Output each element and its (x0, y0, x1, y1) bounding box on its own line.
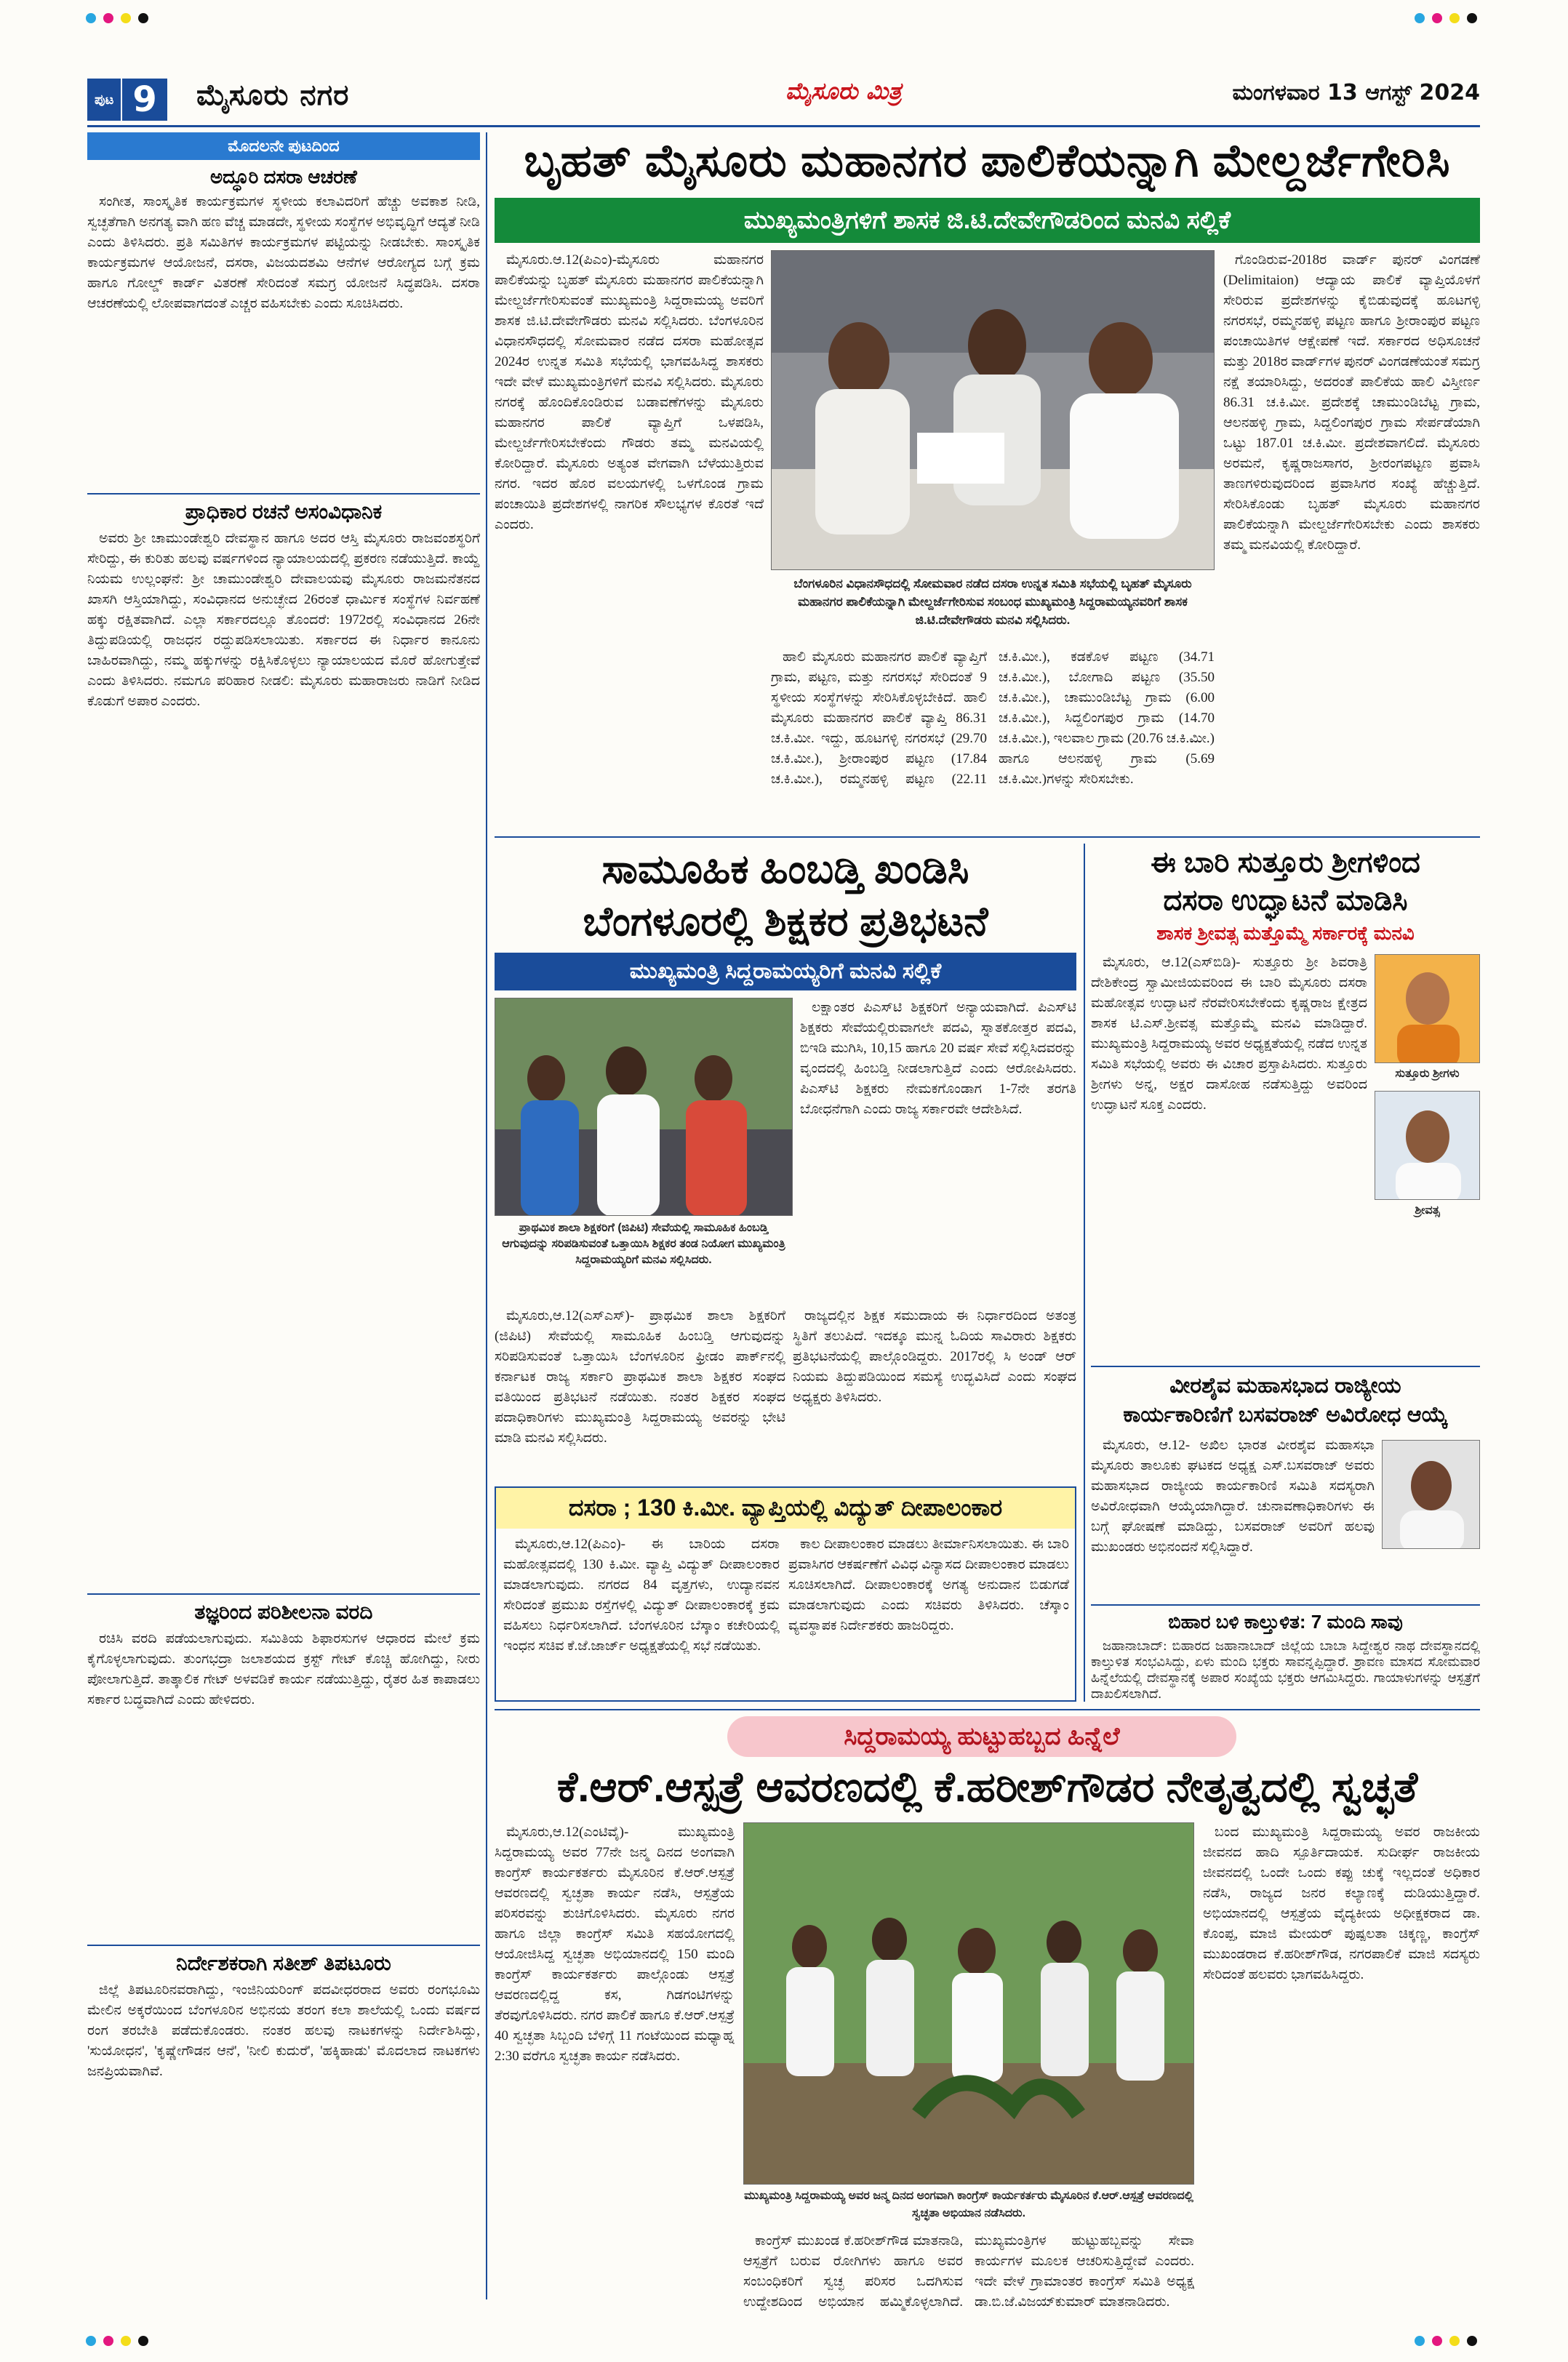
lead-photo (771, 250, 1215, 570)
story-body-authority: ಅವರು ಶ್ರೀ ಚಾಮುಂಡೇಶ್ವರಿ ದೇವಸ್ಥಾನ ಹಾಗೂ ಅದರ ಆಸ್ತಿ ಮೈಸೂರು ರಾಜವಂಶಸ್ಥರಿಗೆ ಸೇರಿದ್ದು, ಈ ಕುರಿತು ಹಲವು ವರ್ಷಗಳಿಂದ ನ್ಯಾಯಾಲಯದಲ್ಲಿ ಪ್ರಕರಣ ನಡೆಯುತ್ತಿದೆ. ಕಾಯ್ದೆ ನಿಯಮ ಉಲ್ಲಂಘನೆ: ಶ್ರೀ ಚಾಮುಂಡೇಶ್ವರಿ ದೇವಾಲಯವು ಮೈಸೂರು ರಾಜಮನೆತನದ ಖಾಸಗಿ ಆಸ್ತಿಯಾಗಿದ್ದು, ಸಂವಿಧಾನದ ಅನುಚ್ಛೇದ 26ರಂತೆ ಧಾರ್ಮಿಕ ಸಂಸ್ಥೆಗಳ ನಿರ್ವಹಣೆ ಹಕ್ಕು ರಕ್ಷಿತವಾಗಿದೆ. ಎಲ್ಲಾ ಸರ್ಕಾರದಲ್ಲೂ ತೊಂದರೆ: 1972ರಲ್ಲಿ ಸಂವಿಧಾನದ 26ನೇ ತಿದ್ದುಪಡಿಯಲ್ಲಿ ರಾಜಧನ ರದ್ದುಪಡಿಸಲಾಯಿತು. ಸರ್ಕಾರದ ಈ ನಿರ್ಧಾರ ಕಾನೂನು ಬಾಹಿರವಾಗಿದ್ದು, ನಮ್ಮ ಹಕ್ಕುಗಳನ್ನು ರಕ್ಷಿಸಿಕೊಳ್ಳಲು ನ್ಯಾಯಾಲಯದ ಮೊರೆ ಹೋಗುತ್ತೇವೆ ಎಂದು ತಿಳಿಸಿದರು. ನಮಗೂ ಪರಿಹಾರ ನೀಡಲಿ: ಮೈಸೂರು ಮಹಾರಾಜರು ನಾಡಿಗೆ ನೀಡಿದ ಕೊಡುಗೆ ಅಪಾರ ಎಂದರು. (87, 531, 480, 709)
right-block-divider (1084, 844, 1085, 1702)
birthday-kicker: ಸಿದ್ದರಾಮಯ್ಯ ಹುಟ್ಟುಹಬ್ಬದ ಹಿನ್ನೆಲೆ (727, 1716, 1236, 1757)
registration-dots-top-left (86, 13, 148, 23)
protest-photo-illustration (495, 998, 793, 1216)
story-title-expert-report: ತಜ್ಞರಿಂದ ಪರಿಶೀಲನಾ ವರದಿ (87, 1593, 480, 1625)
registration-dots-bottom-left (86, 2336, 148, 2346)
lead-bottom-rule (495, 836, 1480, 838)
teachers-subhead: ಮುಖ್ಯಮಂತ್ರಿ ಸಿದ್ದರಾಮಯ್ಯರಿಗೆ ಮನವಿ ಸಲ್ಲಿಕೆ (495, 953, 1076, 990)
registration-dots-top-right (1415, 13, 1477, 23)
bihar-top-rule (1091, 1604, 1480, 1606)
story-body-dasara-celebration: ಸಂಗೀತ, ಸಾಂಸ್ಕೃತಿಕ ಕಾರ್ಯಕ್ರಮಗಳ ಸ್ಥಳೀಯ ಕಲಾವಿದರಿಗೆ ಹೆಚ್ಚು ಅವಕಾಶ ನೀಡಿ, ಸ್ವಚ್ಛತೆಗಾಗಿ ಅನಗತ್ಯ ವಾಗಿ ಹಣ ವೆಚ್ಚ ಮಾಡದೇ, ಸ್ಥಳೀಯ ಸಂಸ್ಥೆಗಳ ಅಭಿವೃದ್ಧಿಗೆ ಆದ್ಯತೆ ನೀಡಿ ಎಂದು ತಿಳಿಸಿದರು. ಪ್ರತಿ ಸಮಿತಿಗಳ ಕಾರ್ಯಕ್ರಮಗಳ ಪಟ್ಟಿಯನ್ನು ನೀಡಬೇಕು. ಸಾಂಸ್ಕೃತಿಕ ಕಾರ್ಯಕ್ರಮಗಳ ಆಯೋಜನೆ, ದಸರಾ, ವಿಜಯದಶಮಿ ಆನೆಗಳ ಆರೋಗ್ಯದ ಬಗ್ಗೆ ಕ್ರಮ ಹಾಗೂ ಗೋಲ್ಡ್ ಕಾರ್ಡ್ ವಿತರಣೆ ಸೇರಿದಂತೆ ಸಮಗ್ರ ಯೋಜನೆ ಸಿದ್ಧಪಡಿಸಿ. ದಸರಾ ಆಚರಣೆಯಲ್ಲಿ ಲೋಪವಾಗದಂತೆ ಎಚ್ಚರ ವಹಿಸಬೇಕು ಎಂದು ಸೂಚಿಸಿದರು. (87, 194, 480, 311)
story-title-authority: ಪ್ರಾಧಿಕಾರ ರಚನೆ ಅಸಂವಿಧಾನಿಕ (87, 493, 480, 524)
page-number: 9 (121, 79, 167, 121)
masthead-rule (87, 125, 1480, 127)
issue-date: ಮಂಗಳವಾರ 13 ಆಗಸ್ಟ್ 2024 (1232, 80, 1480, 105)
lead-body-col3: ಗೊಂಡಿರುವ-2018ರ ವಾರ್ಡ್ ಪುನರ್ ವಿಂಗಡಣೆ (Delimitaion) ಆದ್ಯಾಯ ಪಾಲಿಕೆ ವ್ಯಾಪ್ತಿಯೊಳಗೆ ಸೇರಿರುವ ಪ್ರದೇಶಗಳನ್ನು ಕೈಬಿಡುವುದಕ್ಕೆ ಹೂಟಗಳ್ಳಿ ನಗರಸಭೆ, ರಮ್ಮನಹಳ್ಳಿ ಪಟ್ಟಣ ಹಾಗೂ ಶ್ರೀರಾಂಪುರ ಪಟ್ಟಣ ಪಂಚಾಯಿತಿಗಳ ಆಕ್ಷೇಪಣೆ ಇದೆ. ಸರ್ಕಾರದ ಅಧಿಸೂಚನೆ ಮತ್ತು 2018ರ ವಾರ್ಡ್‌ಗಳ ಪುನರ್ ವಿಂಗಡಣೆಯಂತೆ ಸಮಗ್ರ ನಕ್ಷೆ ತಯಾರಿಸಿದ್ದು, ಅದರಂತೆ ಪಾಲಿಕೆಯ ಹಾಲಿ ವಿಸ್ತೀರ್ಣ 86.31 ಚ.ಕಿ.ಮೀ. ಪ್ರದೇಶಕ್ಕೆ ಚಾಮುಂಡಿಬೆಟ್ಟ ಗ್ರಾಮ, ಆಲನಹಳ್ಳಿ ಗ್ರಾಮ, ಸಿದ್ದಲಿಂಗಪುರ ಗ್ರಾಮ ಸೇರ್ಪಡೆಯಾಗಿ ಒಟ್ಟು 187.01 ಚ.ಕಿ.ಮೀ. ಪ್ರದೇಶವಾಗಲಿದೆ. ಮೈಸೂರು ಅರಮನೆ, ಕೃಷ್ಣರಾಜಸಾಗರ, ಶ್ರೀರಂಗಪಟ್ಟಣ ಪ್ರವಾಸಿ ತಾಣಗಳಿರುವುದರಿಂದ ಪ್ರವಾಸಿಗರ ಸಂಖ್ಯೆ ಹೆಚ್ಚುತ್ತಿದೆ. ಸೇರಿಸಿಕೊಂಡು ಬೃಹತ್ ಮೈಸೂರು ಮಹಾನಗರ ಪಾಲಿಕೆಯನ್ನಾಗಿ ಮೇಲ್ದರ್ಜೆಗೇರಿಸಬೇಕು ಎಂದು ಶಾಸಕರು ತಮ್ಮ ಮನವಿಯಲ್ಲಿ ಕೋರಿದ್ದಾರೆ. (1223, 252, 1480, 553)
teachers-body-col3: ರಾಜ್ಯದಲ್ಲಿನ ಶಿಕ್ಷಕ ಸಮುದಾಯ ಈ ನಿರ್ಧಾರದಿಂದ ಅತಂತ್ರ ಸ್ಥಿತಿಗೆ ತಲುಪಿದೆ. ಇದಕ್ಕೂ ಮುನ್ನ ಓದಿಯ ಸಾವಿರಾರು ಶಿಕ್ಷಕರು ಪ್ರತಿಭಟನೆಯಲ್ಲಿ ಪಾಲ್ಗೊಂಡಿದ್ದರು. 2017ರಲ್ಲಿ ಸಿ ಅಂಡ್ ಆರ್ ನಿಯಮ ತಿದ್ದುಪಡಿಯಿಂದ ಸಮಸ್ಯೆ ಉದ್ಭವಿಸಿದೆ ಎಂದು ಸಂಘದ ಅಧ್ಯಕ್ಷರು ತಿಳಿಸಿದರು. (793, 1308, 1076, 1405)
srivatsa-portrait (1375, 1091, 1480, 1200)
suttur-seer-portrait (1375, 954, 1480, 1063)
birthday-body-col1: ಮೈಸೂರು,ಆ.12(ಎಂಟಿವೈ)- ಮುಖ್ಯಮಂತ್ರಿ ಸಿದ್ದರಾಮಯ್ಯ ಅವರ 77ನೇ ಜನ್ಮ ದಿನದ ಅಂಗವಾಗಿ ಕಾಂಗ್ರೆಸ್ ಕಾರ್ಯಕರ್ತರು ಮೈಸೂರಿನ ಕೆ.ಆರ್.ಆಸ್ಪತ್ರೆ ಆವರಣದಲ್ಲಿ ಸ್ವಚ್ಛತಾ ಕಾರ್ಯ ನಡೆಸಿ, ಆಸ್ಪತ್ರೆಯ ಪರಿಸರವನ್ನು ಶುಚಿಗೊಳಿಸಿದರು. ಮೈಸೂರು ನಗರ ಹಾಗೂ ಜಿಲ್ಲಾ ಕಾಂಗ್ರೆಸ್ ಸಮಿತಿ ಸಹಯೋಗದಲ್ಲಿ ಆಯೋಜಿಸಿದ್ದ ಸ್ವಚ್ಛತಾ ಅಭಿಯಾನದಲ್ಲಿ 150 ಮಂದಿ ಕಾಂಗ್ರೆಸ್ ಕಾರ್ಯಕರ್ತರು ಪಾಲ್ಗೊಂಡು ಆಸ್ಪತ್ರೆ ಆವರಣದಲ್ಲಿದ್ದ ಕಸ, ಗಿಡಗಂಟಿಗಳನ್ನು ತೆರವುಗೊಳಿಸಿದರು. ನಗರ ಪಾಲಿಕೆ ಹಾಗೂ ಕೆ.ಆರ್.ಆಸ್ಪತ್ರೆ 40 ಸ್ವಚ್ಛತಾ ಸಿಬ್ಬಂದಿ ಬೆಳಿಗ್ಗೆ 11 ಗಂಟೆಯಿಂದ ಮಧ್ಯಾಹ್ನ 2:30 ವರೆಗೂ ಸ್ವಚ್ಛತಾ ಕಾರ್ಯ ನಡೆಸಿದರು. (495, 1825, 735, 2064)
teachers-body-col1: ಲಕ್ಷಾಂತರ ಪಿಎಸ್‌ಟಿ ಶಿಕ್ಷಕರಿಗೆ ಅನ್ಯಾಯವಾಗಿದೆ. ಪಿಎಸ್‌ಟಿ ಶಿಕ್ಷಕರು ಸೇವೆಯಲ್ಲಿರುವಾಗಲೇ ಪದವಿ, ಸ್ನಾತಕೋತ್ತರ ಪದವಿ, ಬಿಇಡಿ ಮುಗಿಸಿ, 10,15 ಹಾಗೂ 20 ವರ್ಷ ಸೇವೆ ಸಲ್ಲಿಸಿದವರನ್ನು ವೃಂದದಲ್ಲಿ ಹಿಂಬಡ್ತಿ ನೀಡಲಾಗುತ್ತಿದೆ ಎಂದು ಆರೋಪಿಸಿದರು. ಪಿಎಸ್‌ಟಿ ಶಿಕ್ಷಕರು ನೇಮಕಗೊಂಡಾಗ 1-7ನೇ ತರಗತಿ ಬೋಧನೆಗಾಗಿ ಎಂದು ರಾಜ್ಯ ಸರ್ಕಾರವೇ ಆದೇಶಿಸಿದೆ. (800, 1000, 1076, 1117)
dasara-lights-headline: ದಸರಾ ; 130 ಕಿ.ಮೀ. ವ್ಯಾಪ್ತಿಯಲ್ಲಿ ವಿದ್ಯುತ್ ದೀಪಾಲಂಕಾರ (496, 1488, 1075, 1529)
newspaper-name: ಮೈಸೂರು ಮಿತ್ರ (785, 77, 902, 105)
birthday-top-rule (495, 1709, 1480, 1710)
mla-portrait-illustration (1375, 1092, 1480, 1200)
birthday-body-col2: ಬಂದ ಮುಖ್ಯಮಂತ್ರಿ ಸಿದ್ದರಾಮಯ್ಯ ಅವರ ರಾಜಕೀಯ ಜೀವನದ ಹಾದಿ ಸ್ಪೂರ್ತಿದಾಯಕ. ಸುದೀರ್ಘ ರಾಜಕೀಯ ಜೀವನದಲ್ಲಿ ಒಂದೇ ಒಂದು ಕಪ್ಪು ಚುಕ್ಕೆ ಇಲ್ಲದಂತೆ ಅಧಿಕಾರ ನಡೆಸಿ, ರಾಜ್ಯದ ಜನರ ಕಲ್ಯಾಣಕ್ಕೆ ದುಡಿಯುತ್ತಿದ್ದಾರೆ. ಅಭಿಯಾನದಲ್ಲಿ ಆಸ್ಪತ್ರೆಯ ವೈದ್ಯಕೀಯ ಅಧೀಕ್ಷಕರಾದ ಡಾ. ಕೊಂಪ್ಪ, ಮಾಜಿ ಮೇಯರ್ ಪುಷ್ಪಲತಾ ಚಿಕ್ಕಣ್ಣ, ಕಾಂಗ್ರೆಸ್ ಮುಖಂಡರಾದ ಕೆ.ಹರೀಶ್‌ಗೌಡ, ನಗರಪಾಲಿಕೆ ಮಾಜಿ ಸದಸ್ಯರು ಸೇರಿದಂತೆ ಹಲವರು ಭಾಗವಹಿಸಿದ್ದರು. (1203, 1825, 1480, 1982)
cleanup-photo-illustration (744, 1823, 1194, 2185)
veerashaiva-top-rule (1091, 1366, 1480, 1367)
story-title-dasara-celebration: ಅದ್ಧೂರಿ ದಸರಾ ಆಚರಣೆ (210, 166, 357, 188)
section-name: ಮೈಸೂರು ನಗರ (196, 79, 350, 112)
suttur-seer-caption: ಸುತ್ತೂರು ಶ್ರೀಗಳು (1395, 1068, 1460, 1080)
birthday-body-bottom: ಕಾಂಗ್ರೆಸ್ ಮುಖಂಡ ಕೆ.ಹರೀಶ್‌ಗೌಡ ಮಾತನಾಡಿ, ಆಸ್ಪತ್ರೆಗೆ ಬರುವ ರೋಗಿಗಳು ಹಾಗೂ ಅವರ ಸಂಬಂಧಿಕರಿಗೆ ಸ್ವಚ್ಛ ಪರಿಸರ ಒದಗಿಸುವ ಉದ್ದೇಶದಿಂದ ಅಭಿಯಾನ ಹಮ್ಮಿಕೊಳ್ಳಲಾಗಿದೆ. ಮುಖ್ಯಮಂತ್ರಿಗಳ ಹುಟ್ಟುಹಬ್ಬವನ್ನು ಸೇವಾ ಕಾರ್ಯಗಳ ಮೂಲಕ ಆಚರಿಸುತ್ತಿದ್ದೇವೆ ಎಂದರು. ಇದೇ ವೇಳೆ ಗ್ರಾಮಾಂತರ ಕಾಂಗ್ರೆಸ್ ಸಮಿತಿ ಅಧ್ಯಕ್ಷ ಡಾ.ಬಿ.ಜೆ.ವಿಜಯ್‌ಕುಮಾರ್ ಮಾತನಾಡಿದರು. (743, 2233, 1194, 2310)
suttur-headline-line1: ಈ ಬಾರಿ ಸುತ್ತೂರು ಶ್ರೀಗಳಿಂದ (1151, 846, 1420, 878)
veerashaiva-headline-line1: ವೀರಶೈವ ಮಹಾಸಭಾದ ರಾಜ್ಯೀಯ (1169, 1374, 1401, 1398)
srivatsa-caption: ಶ್ರೀವತ್ಸ (1415, 1204, 1440, 1217)
teachers-headline-line2: ಬೆಂಗಳೂರಲ್ಲಿ ಶಿಕ್ಷಕರ ಪ್ರತಿಭಟನೆ (583, 898, 988, 944)
suttur-body: ಮೈಸೂರು, ಆ.12(ಎಸ್‌ಬಿಡಿ)- ಸುತ್ತೂರು ಶ್ರೀ ಶಿವರಾತ್ರಿ ದೇಶಿಕೇಂದ್ರ ಸ್ವಾಮೀಜಿಯವರಿಂದ ಈ ಬಾರಿ ಮೈಸೂರು ದಸರಾ ಮಹೋತ್ಸವ ಉದ್ಘಾಟನೆ ನೆರವೇರಿಸಬೇಕೆಂದು ಕೃಷ್ಣರಾಜ ಕ್ಷೇತ್ರದ ಶಾಸಕ ಟಿ.ಎಸ್.ಶ್ರೀವತ್ಸ ಮತ್ತೊಮ್ಮೆ ಮನವಿ ಮಾಡಿದ್ದಾರೆ. ಮುಖ್ಯಮಂತ್ರಿ ಸಿದ್ದರಾಮಯ್ಯ ಅವರ ಅಧ್ಯಕ್ಷತೆಯಲ್ಲಿ ನಡೆದ ಉನ್ನತ ಸಮಿತಿ ಸಭೆಯಲ್ಲಿ ಅವರು ಈ ವಿಚಾರ ಪ್ರಸ್ತಾಪಿಸಿದರು. ಸುತ್ತೂರು ಶ್ರೀಗಳು ಅನ್ನ, ಅಕ್ಷರ ದಾಸೋಹ ನಡೆಸುತ್ತಿದ್ದು ಅವರಿಂದ ಉದ್ಘಾಟನೆ ಸೂಕ್ತ ಎಂದರು. (1091, 955, 1367, 1113)
teachers-photo-caption: ಪ್ರಾಥಮಿಕ ಶಾಲಾ ಶಿಕ್ಷಕರಿಗೆ (ಜಿಪಿಟಿ) ಸೇವೆಯಲ್ಲಿ ಸಾಮೂಹಿಕ ಹಿಂಬಡ್ತಿ ಆಗುವುದನ್ನು ಸರಿಪಡಿಸುವಂತೆ ಒತ್ತಾಯಿಸಿ ಶಿಕ್ಷಕರ ತಂಡ ನಿಯೋಗ ಮುಖ್ಯಮಂತ್ರಿ ಸಿದ್ದರಾಮಯ್ಯರಿಗೆ ಮನವಿ ಸಲ್ಲಿಸಿದರು. (502, 1222, 785, 1266)
page-label: ಪುಟ (87, 79, 121, 121)
teachers-headline-line1: ಸಾಮೂಹಿಕ ಹಿಂಬಡ್ತಿ ಖಂಡಿಸಿ (601, 846, 969, 892)
lead-photo-caption: ಬೆಂಗಳೂರಿನ ವಿಧಾನಸೌಧದಲ್ಲಿ ಸೋಮವಾರ ನಡೆದ ದಸರಾ ಉನ್ನತ ಸಮಿತಿ ಸಭೆಯಲ್ಲಿ ಬೃಹತ್ ಮೈಸೂರು ಮಹಾನಗರ ಪಾಲಿಕೆಯನ್ನಾಗಿ ಮೇಲ್ದರ್ಜೆಗೇರಿಸುವ ಸಂಬಂಧ ಮುಖ್ಯಮಂತ್ರಿ ಸಿದ್ದರಾಮಯ್ಯನವರಿಗೆ ಶಾಸಕ ಜಿ.ಟಿ.ದೇವೇಗೌಡರು ಮನವಿ ಸಲ್ಲಿಸಿದರು. (793, 577, 1192, 627)
page-badge (87, 79, 167, 121)
column-divider (486, 132, 487, 2299)
veerashaiva-headline-line2: ಕಾರ್ಯಕಾರಿಣಿಗೆ ಬಸವರಾಜ್ ಅವಿರೋಧ ಆಯ್ಕೆ (1123, 1403, 1448, 1427)
left-column (87, 132, 480, 2299)
lead-body-col1: ಮೈಸೂರು.ಆ.12(ಪಿಎಂ)-ಮೈಸೂರು ಮಹಾನಗರ ಪಾಲಿಕೆಯನ್ನು ಬೃಹತ್ ಮೈಸೂರು ಮಹಾನಗರ ಪಾಲಿಕೆಯನ್ನಾಗಿ ಮೇಲ್ದರ್ಜೆಗೇರಿಸುವಂತೆ ಮುಖ್ಯಮಂತ್ರಿ ಸಿದ್ದರಾಮಯ್ಯ ಅವರಿಗೆ ಶಾಸಕ ಜಿ.ಟಿ.ದೇವೇಗೌಡರು ಮನವಿ ಸಲ್ಲಿಸಿದರು. ಬೆಂಗಳೂರಿನ ವಿಧಾನಸೌಧದಲ್ಲಿ ಸೋಮವಾರ ನಡೆದ ದಸರಾ ಮಹೋತ್ಸವ 2024ರ ಉನ್ನತ ಸಮಿತಿ ಸಭೆಯಲ್ಲಿ ಭಾಗವಹಿಸಿದ್ದ ಶಾಸಕರು ಇದೇ ವೇಳೆ ಮುಖ್ಯಮಂತ್ರಿಗಳಿಗೆ ಮನವಿ ಸಲ್ಲಿಸಿದರು. ಮೈಸೂರು ನಗರಕ್ಕೆ ಹೊಂದಿಕೊಂಡಿರುವ ಬಡಾವಣೆಗಳನ್ನು ಮೈಸೂರು ಮಹಾನಗರ ಪಾಲಿಕೆ ವ್ಯಾಪ್ತಿಗೆ ಒಳಪಡಿಸಿ, ಮೇಲ್ದರ್ಜೆಗೇರಿಸಬೇಕೆಂದು ಗೌಡರು ತಮ್ಮ ಮನವಿಯಲ್ಲಿ ಕೋರಿದ್ದಾರೆ. ಮೈಸೂರು ಅತ್ಯಂತ ವೇಗವಾಗಿ ಬೆಳೆಯುತ್ತಿರುವ ನಗರ. ಇದರ ಹೊರ ವಲಯಗಳಲ್ಲಿ ಒಳಗೊಂಡ ಗ್ರಾಮ ಪಂಚಾಯಿತಿ ಪ್ರದೇಶಗಳಲ್ಲಿ ನಾಗರಿಕ ಸೌಲಭ್ಯಗಳ ಕೊರತೆ ಇದೆ ಎಂದರು. (495, 252, 764, 532)
suttur-headline-line2: ದಸರಾ ಉದ್ಘಾಟನೆ ಮಾಡಿಸಿ (1163, 884, 1408, 916)
continued-label: ಮೊದಲನೇ ಪುಟದಿಂದ (87, 132, 480, 160)
birthday-photo (743, 1822, 1194, 2185)
teachers-photo (495, 998, 793, 1216)
basavaraj-portrait-illustration (1383, 1441, 1480, 1549)
bihar-body: ಜಹಾನಾಬಾದ್: ಬಿಹಾರದ ಜಹಾನಾಬಾದ್ ಜಿಲ್ಲೆಯ ಬಾಬಾ ಸಿದ್ದೇಶ್ವರ ನಾಥ ದೇವಸ್ಥಾನದಲ್ಲಿ ಕಾಲ್ತುಳಿತ ಸಂಭವಿಸಿದ್ದು, ಏಳು ಮಂದಿ ಭಕ್ತರು ಸಾವನ್ನಪ್ಪಿದ್ದಾರೆ. ಶ್ರಾವಣ ಮಾಸದ ಸೋಮವಾರ ಹಿನ್ನೆಲೆಯಲ್ಲಿ ದೇವಸ್ಥಾನಕ್ಕೆ ಅಪಾರ ಸಂಖ್ಯೆಯ ಭಕ್ತರು ಆಗಮಿಸಿದ್ದರು. ಗಾಯಾಳುಗಳನ್ನು ಆಸ್ಪತ್ರೆಗೆ ದಾಖಲಿಸಲಾಗಿದೆ. (1091, 1638, 1480, 1701)
lead-body-col2: ಹಾಲಿ ಮೈಸೂರು ಮಹಾನಗರ ಪಾಲಿಕೆ ವ್ಯಾಪ್ತಿಗೆ ಗ್ರಾಮ, ಪಟ್ಟಣ, ಮತ್ತು ನಗರಸಭೆ ಸೇರಿದಂತೆ 9 ಸ್ಥಳೀಯ ಸಂಸ್ಥೆಗಳನ್ನು ಸೇರಿಸಿಕೊಳ್ಳಬೇಕಿದೆ. ಹಾಲಿ ಮೈಸೂರು ಮಹಾನಗರ ಪಾಲಿಕೆ ವ್ಯಾಪ್ತಿ 86.31 ಚ.ಕಿ.ಮೀ. ಇದ್ದು, ಹೂಟಗಳ್ಳಿ ನಗರಸಭೆ (29.70 ಚ.ಕಿ.ಮೀ.), ಶ್ರೀರಾಂಪುರ ಪಟ್ಟಣ (17.84 ಚ.ಕಿ.ಮೀ.), ರಮ್ಮನಹಳ್ಳಿ ಪಟ್ಟಣ (22.11 ಚ.ಕಿ.ಮೀ.), ಕಡಕೊಳ ಪಟ್ಟಣ (34.71 ಚ.ಕಿ.ಮೀ.), ಬೋಗಾದಿ ಪಟ್ಟಣ (35.50 ಚ.ಕಿ.ಮೀ.), ಚಾಮುಂಡಿಬೆಟ್ಟ ಗ್ರಾಮ (6.00 ಚ.ಕಿ.ಮೀ.), ಸಿದ್ದಲಿಂಗಪುರ ಗ್ರಾಮ (14.70 ಚ.ಕಿ.ಮೀ.), ಇಲವಾಲ ಗ್ರಾಮ (20.76 ಚ.ಕಿ.ಮೀ.) ಹಾಗೂ ಆಲನಹಳ್ಳಿ ಗ್ರಾಮ (5.69 ಚ.ಕಿ.ಮೀ.)ಗಳನ್ನು ಸೇರಿಸಬೇಕು. (771, 649, 1215, 787)
seer-portrait-illustration (1375, 955, 1480, 1063)
veerashaiva-body: ಮೈಸೂರು, ಆ.12- ಅಖಿಲ ಭಾರತ ವೀರಶೈವ ಮಹಾಸಭಾ ಮೈಸೂರು ತಾಲೂಕು ಘಟಕದ ಅಧ್ಯಕ್ಷ ಎಸ್.ಬಸವರಾಜ್ ಅವರು ಮಹಾಸಭಾದ ರಾಜ್ಯೀಯ ಕಾರ್ಯಕಾರಿಣಿ ಸಮಿತಿ ಸದಸ್ಯರಾಗಿ ಅವಿರೋಧವಾಗಿ ಆಯ್ಕೆಯಾಗಿದ್ದಾರೆ. ಚುನಾವಣಾಧಿಕಾರಿಗಳು ಈ ಬಗ್ಗೆ ಘೋಷಣೆ ಮಾಡಿದ್ದು, ಬಸವರಾಜ್ ಅವರಿಗೆ ಹಲವು ಮುಖಂಡರು ಅಭಿನಂದನೆ ಸಲ್ಲಿಸಿದ್ದಾರೆ. (1091, 1438, 1375, 1555)
teachers-body-col2: ಮೈಸೂರು,ಆ.12(ಎಸ್‌ಎಸ್)- ಪ್ರಾಥಮಿಕ ಶಾಲಾ ಶಿಕ್ಷಕರಿಗೆ (ಜಿಪಿಟಿ) ಸೇವೆಯಲ್ಲಿ ಸಾಮೂಹಿಕ ಹಿಂಬಡ್ತಿ ಆಗುವುದನ್ನು ಸರಿಪಡಿಸುವಂತೆ ಒತ್ತಾಯಿಸಿ ಬೆಂಗಳೂರಿನ ಫ್ರೀಡಂ ಪಾರ್ಕ್‌ನಲ್ಲಿ ಕರ್ನಾಟಕ ರಾಜ್ಯ ಸರ್ಕಾರಿ ಪ್ರಾಥಮಿಕ ಶಾಲಾ ಶಿಕ್ಷಕರ ಸಂಘದ ವತಿಯಿಂದ ಪ್ರತಿಭಟನೆ ನಡೆಯಿತು. ನಂತರ ಶಿಕ್ಷಕರ ಸಂಘದ ಪದಾಧಿಕಾರಿಗಳು ಮುಖ್ಯಮಂತ್ರಿ ಸಿದ್ದರಾಮಯ್ಯ ಅವರನ್ನು ಭೇಟಿ ಮಾಡಿ ಮನವಿ ಸಲ್ಲಿಸಿದರು. (495, 1308, 785, 1446)
lead-headline: ಬೃಹತ್ ಮೈಸೂರು ಮಹಾನಗರ ಪಾಲಿಕೆಯನ್ನಾಗಿ ಮೇಲ್ದರ್ಜೆಗೇರಿಸಿ (524, 136, 1451, 186)
story-body-expert-report: ರಚಿಸಿ ವರದಿ ಪಡೆಯಲಾಗುವುದು. ಸಮಿತಿಯ ಶಿಫಾರಸುಗಳ ಆಧಾರದ ಮೇಲೆ ಕ್ರಮ ಕೈಗೊಳ್ಳಲಾಗುವುದು. ತುಂಗಭದ್ರಾ ಜಲಾಶಯದ ಕ್ರಸ್ಟ್ ಗೇಟ್ ಕೊಚ್ಚಿ ಹೋಗಿದ್ದು, ನೀರು ಪೋಲಾಗುತ್ತಿದೆ. ತಾತ್ಕಾಲಿಕ ಗೇಟ್ ಅಳವಡಿಕೆ ಕಾರ್ಯ ನಡೆಯುತ್ತಿದ್ದು, ರೈತರ ಹಿತ ಕಾಪಾಡಲು ಸರ್ಕಾರ ಬದ್ಧವಾಗಿದೆ ಎಂದು ಹೇಳಿದರು. (87, 1631, 480, 1708)
birthday-headline: ಕೆ.ಆರ್.ಆಸ್ಪತ್ರೆ ಆವರಣದಲ್ಲಿ ಕೆ.ಹರೀಶ್‌ಗೌಡರ ನೇತೃತ್ವದಲ್ಲಿ ಸ್ವಚ್ಛತೆ (556, 1764, 1418, 1811)
lead-subhead: ಮುಖ್ಯಮಂತ್ರಿಗಳಿಗೆ ಶಾಸಕ ಜಿ.ಟಿ.ದೇವೇಗೌಡರಿಂದ ಮನವಿ ಸಲ್ಲಿಕೆ (495, 198, 1480, 243)
bihar-headline: ಬಿಹಾರ ಬಳಿ ಕಾಲ್ತುಳಿತ: 7 ಮಂದಿ ಸಾವು (1168, 1611, 1403, 1633)
story-body-director: ಜಿಲ್ಲೆ ತಿಪಟೂರಿನವರಾಗಿದ್ದು, ಇಂಜಿನಿಯರಿಂಗ್ ಪದವೀಧರರಾದ ಅವರು ರಂಗಭೂಮಿ ಮೇಲಿನ ಅಕ್ಕರೆಯಿಂದ ಬೆಂಗಳೂರಿನ ಅಭಿನಯ ತರಂಗ ಕಲಾ ಶಾಲೆಯಲ್ಲಿ ಒಂದು ವರ್ಷದ ರಂಗ ತರಬೇತಿ ಪಡೆದುಕೊಂಡರು. ನಂತರ ಹಲವು ನಾಟಕಗಳನ್ನು ನಿರ್ದೇಶಿಸಿದ್ದು, 'ಸುಯೋಧನ', 'ಕೃಷ್ಣೇಗೌಡನ ಆನೆ', 'ನೀಲಿ ಕುದುರೆ', 'ಹಕ್ಕಿಹಾಡು' ಮೊದಲಾದ ನಾಟಕಗಳು ಜನಪ್ರಿಯವಾಗಿವೆ. (87, 1982, 480, 2079)
dasara-lights-body-col1: ಮೈಸೂರು,ಆ.12(ಪಿಎಂ)- ಈ ಬಾರಿಯ ದಸರಾ ಮಹೋತ್ಸವದಲ್ಲಿ 130 ಕಿ.ಮೀ. ವ್ಯಾಪ್ತಿ ವಿದ್ಯುತ್ ದೀಪಾಲಂಕಾರ ಮಾಡಲಾಗುವುದು. ನಗರದ 84 ವೃತ್ತಗಳು, ಉದ್ಯಾನವನ ಸೇರಿದಂತೆ ಪ್ರಮುಖ ರಸ್ತೆಗಳಲ್ಲಿ ವಿದ್ಯುತ್ ದೀಪಾಲಂಕಾರಕ್ಕೆ ಕ್ರಮ ವಹಿಸಲು ನಿರ್ಧರಿಸಲಾಗಿದೆ. ಬೆಂಗಳೂರಿನ ಬೆಸ್ಕಾಂ ಕಚೇರಿಯಲ್ಲಿ ಇಂಧನ ಸಚಿವ ಕೆ.ಜೆ.ಜಾರ್ಜ್ ಅಧ್ಯಕ್ಷತೆಯಲ್ಲಿ ಸಭೆ ನಡೆಯಿತು. (503, 1537, 780, 1654)
meeting-photo-illustration (772, 251, 1215, 570)
basavaraj-portrait (1382, 1440, 1480, 1549)
masthead (87, 73, 1480, 125)
suttur-subhead: ಶಾಸಕ ಶ್ರೀವತ್ಸ ಮತ್ತೊಮ್ಮೆ ಸರ್ಕಾರಕ್ಕೆ ಮನವಿ (1156, 922, 1415, 944)
birthday-photo-caption: ಮುಖ್ಯಮಂತ್ರಿ ಸಿದ್ದರಾಮಯ್ಯ ಅವರ ಜನ್ಮ ದಿನದ ಅಂಗವಾಗಿ ಕಾಂಗ್ರೆಸ್ ಕಾರ್ಯಕರ್ತರು ಮೈಸೂರಿನ ಕೆ.ಆರ್.ಆಸ್ಪತ್ರೆ ಆವರಣದಲ್ಲಿ ಸ್ವಚ್ಛತಾ ಅಭಿಯಾನ ನಡೆಸಿದರು. (744, 2190, 1193, 2219)
story-title-director: ನಿರ್ದೇಶಕರಾಗಿ ಸತೀಶ್ ತಿಪಟೂರು (87, 1945, 480, 1976)
dasara-lights-body-col2: ಕಾಲ ದೀಪಾಲಂಕಾರ ಮಾಡಲು ತೀರ್ಮಾನಿಸಲಾಯಿತು. ಈ ಬಾರಿ ಪ್ರವಾಸಿಗರ ಆಕರ್ಷಣೆಗೆ ವಿವಿಧ ವಿನ್ಯಾಸದ ದೀಪಾಲಂಕಾರ ಮಾಡಲು ಸೂಚಿಸಲಾಗಿದೆ. ದೀಪಾಲಂಕಾರಕ್ಕೆ ಅಗತ್ಯ ಅನುದಾನ ಬಿಡುಗಡೆ ಮಾಡಲಾಗುವುದು ಎಂದು ಸಚಿವರು ತಿಳಿಸಿದರು. ಚೆಸ್ಕಾಂ ವ್ಯವಸ್ಥಾಪಕ ನಿರ್ದೇಶಕರು ಹಾಜರಿದ್ದರು. (788, 1537, 1069, 1633)
